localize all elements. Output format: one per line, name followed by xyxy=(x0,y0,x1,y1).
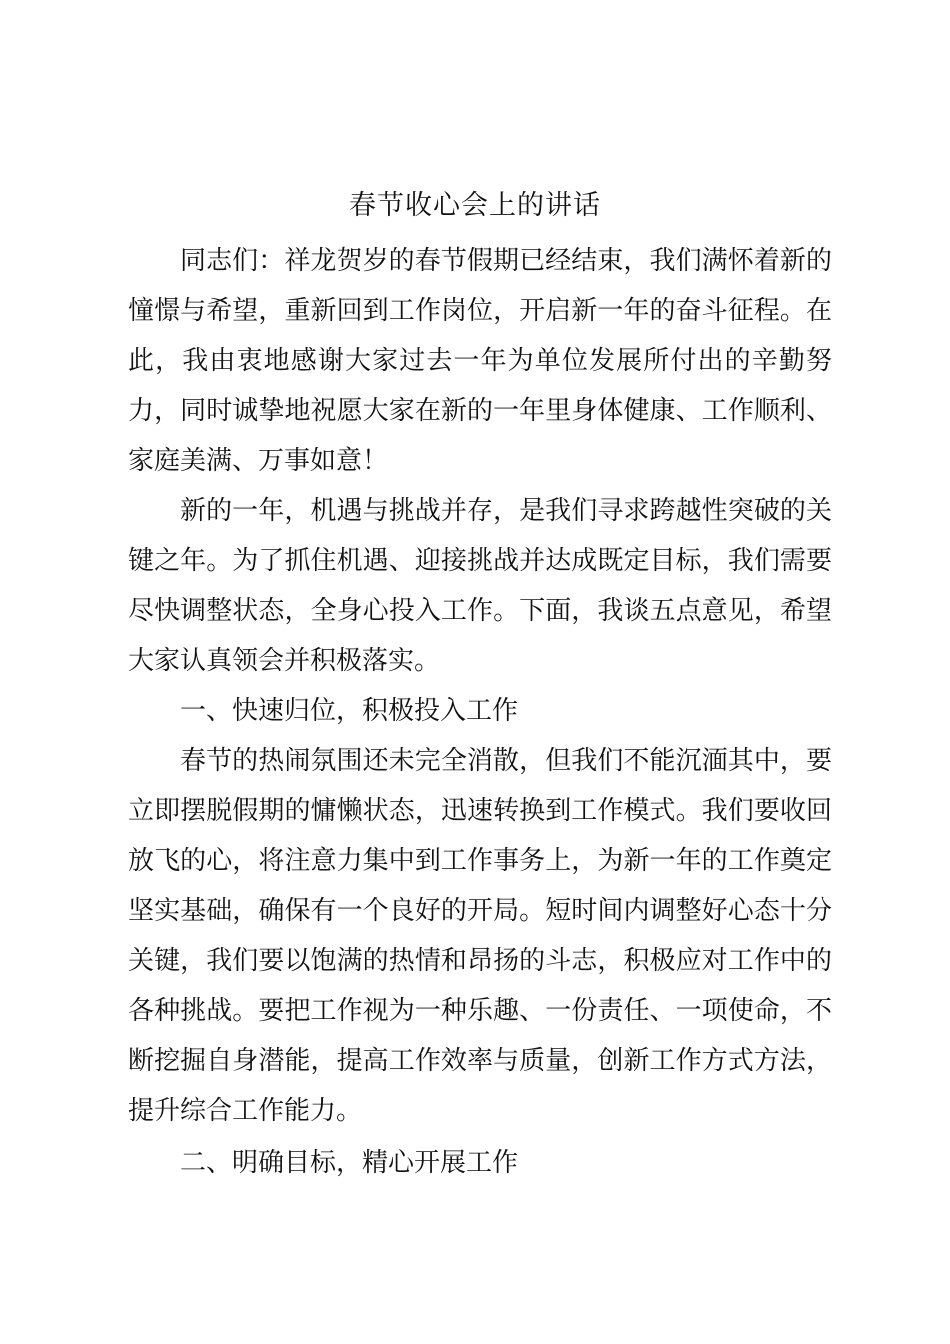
paragraph-greeting: 同志们：祥龙贺岁的春节假期已经结束，我们满怀着新的憧憬与希望，重新回到工作岗位，开启新一年的奋斗征程。在此，我由衷地感谢大家过去一年为单位发展所付出的辛勤努力，同时诚挚地祝愿大家在新的一年里身体健康、工作顺利、家庭美满、万事如意！ xyxy=(128,246,832,476)
section-heading-2: 二、明确目标，精心开展工作 xyxy=(180,1148,519,1178)
document-body xyxy=(128,236,832,1188)
paragraph-intro: 新的一年，机遇与挑战并存，是我们寻求跨越性突破的关键之年。为了抓住机遇、迎接挑战并达成既定目标，我们需要尽快调整状态，全身心投入工作。下面，我谈五点意见，希望大家认真领会并积极落实。 xyxy=(128,496,832,676)
document-title: 春节收心会上的讲话 xyxy=(349,190,601,221)
paragraph-section-1: 春节的热闹氛围还未完全消散，但我们不能沉湎其中，要立即摆脱假期的慵懒状态，迅速转换到工作模式。我们要收回放飞的心，将注意力集中到工作事务上，为新一年的工作奠定坚实基础，确保有一个良好的开局。短时间内调整好心态十分关键，我们要以饱满的热情和昂扬的斗志，积极应对工作中的各种挑战。要把工作视为一种乐趣、一份责任、一项使命，不断挖掘自身潜能，提高工作效率与质量，创新工作方式方法，提升综合工作能力。 xyxy=(128,746,832,1126)
section-heading-1: 一、快速归位，积极投入工作 xyxy=(180,696,519,726)
